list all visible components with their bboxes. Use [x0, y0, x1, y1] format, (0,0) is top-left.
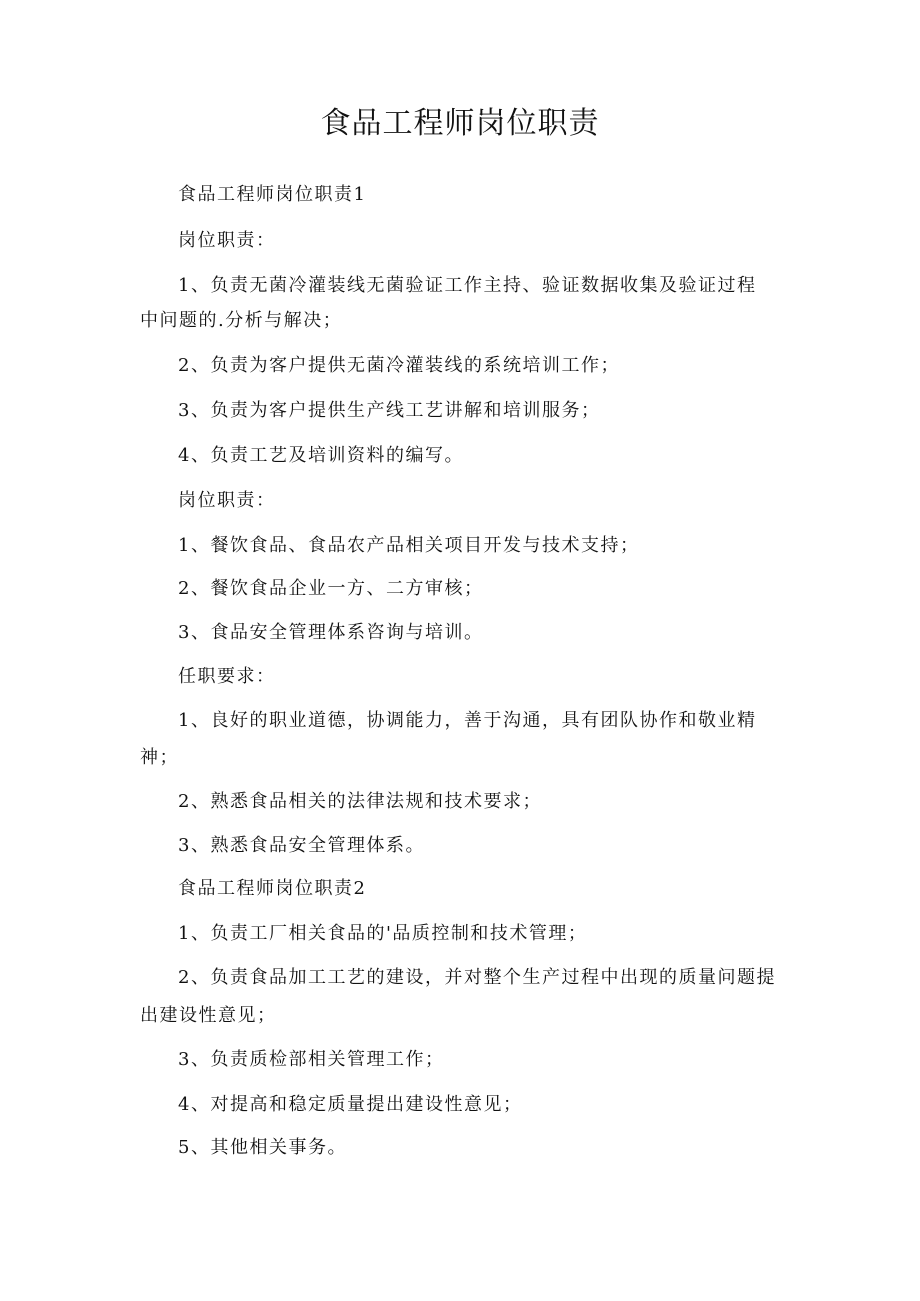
- requirements-label: 任职要求：: [178, 666, 276, 687]
- duty-b-item-1: 1、餐饮食品、食品农产品相关项目开发与技术支持；: [178, 535, 640, 556]
- duty-a-item-1-cont: 中问题的.分析与解决；: [140, 310, 343, 331]
- duty-a-item-1: 1、负责无菌冷灌装线无菌验证工作主持、验证数据收集及验证过程: [178, 275, 757, 296]
- section2-item-2-cont: 出建设性意见；: [140, 1005, 277, 1026]
- requirement-item-2: 2、熟悉食品相关的法律法规和技术要求；: [178, 791, 542, 812]
- duties-a-label: 岗位职责：: [178, 230, 276, 251]
- section2-heading: 食品工程师岗位职责2: [178, 878, 367, 899]
- duty-b-item-2: 2、餐饮食品企业一方、二方审核；: [178, 578, 484, 599]
- section2-item-1: 1、负责工厂相关食品的'品质控制和技术管理；: [178, 923, 588, 944]
- section2-item-5: 5、其他相关事务。: [178, 1137, 347, 1158]
- duty-b-item-3: 3、食品安全管理体系咨询与培训。: [178, 622, 484, 643]
- section1-heading: 食品工程师岗位职责1: [178, 184, 367, 205]
- duty-a-item-4: 4、负责工艺及培训资料的编写。: [178, 445, 464, 466]
- duty-a-item-3: 3、负责为客户提供生产线工艺讲解和培训服务；: [178, 400, 601, 421]
- requirement-item-3: 3、熟悉食品安全管理体系。: [178, 835, 425, 856]
- requirement-item-1: 1、良好的职业道德，协调能力，善于沟通，具有团队协作和敬业精: [178, 710, 757, 731]
- duties-b-label: 岗位职责：: [178, 490, 276, 511]
- document-title: 食品工程师岗位职责: [320, 106, 600, 141]
- section2-item-4: 4、对提高和稳定质量提出建设性意见；: [178, 1094, 523, 1115]
- requirement-item-1-cont: 神；: [140, 747, 179, 768]
- section2-item-2: 2、负责食品加工工艺的建设，并对整个生产过程中出现的质量问题提: [178, 967, 776, 988]
- section2-item-3: 3、负责质检部相关管理工作；: [178, 1049, 445, 1070]
- duty-a-item-2: 2、负责为客户提供无菌冷灌装线的系统培训工作；: [178, 355, 620, 376]
